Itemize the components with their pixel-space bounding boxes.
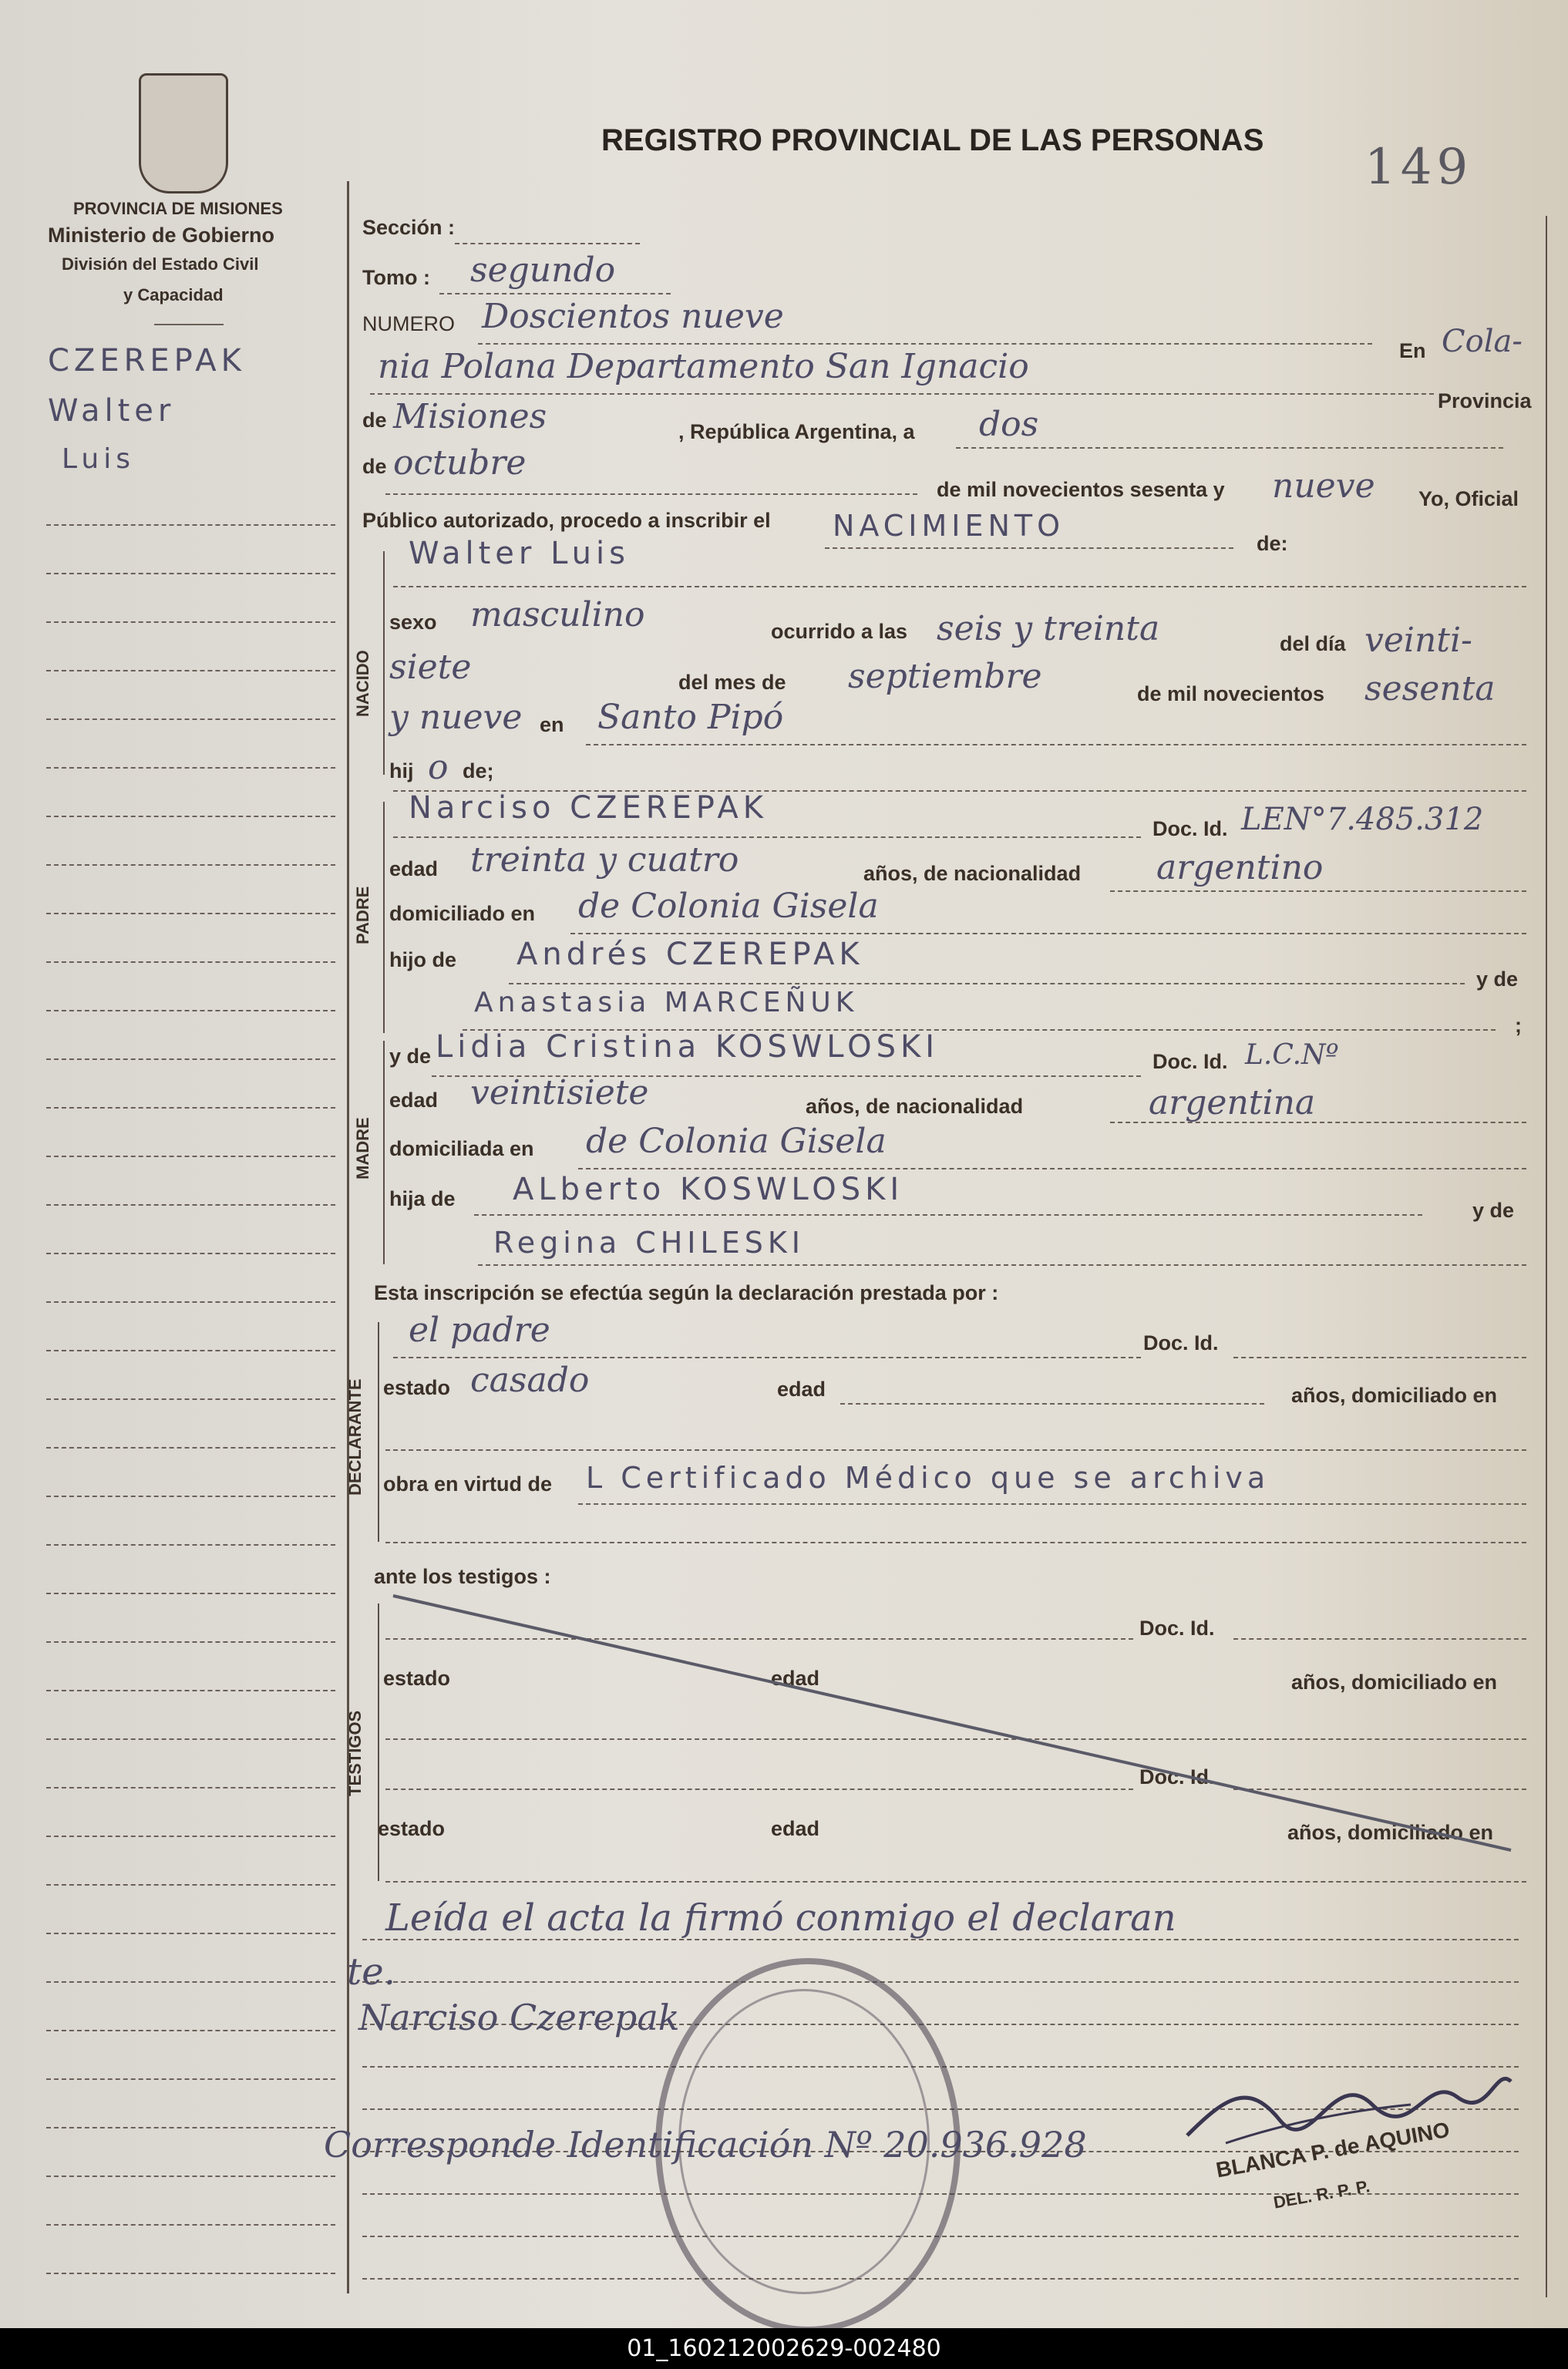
testigo2-anos-label: años, domiciliado en: [1287, 1821, 1494, 1844]
padre-doc-label: Doc. Id.: [1152, 817, 1228, 840]
madre-edad-value: veintisiete: [470, 1073, 649, 1112]
margin-rule: [46, 1544, 335, 1546]
decl-estado-value: casado: [470, 1361, 590, 1400]
margin-rule: [46, 1398, 335, 1400]
oficial-stamp-name: BLANCA P. de AQUINO: [1214, 2117, 1452, 2182]
ministry-name: Ministerio de Gobierno: [48, 224, 275, 247]
declarante-bracket: [378, 1322, 379, 1542]
lugar-value: Santo Pipó: [597, 698, 784, 737]
lugar-line: [586, 744, 1526, 745]
header-divider: [154, 324, 224, 325]
padre-edad-label: edad: [389, 857, 439, 880]
padre-hijo-line: [509, 983, 1465, 984]
margin-rule: [46, 1447, 335, 1449]
margin-rule: [46, 524, 335, 526]
obra-value: L Certificado Médico que se archiva: [586, 1461, 1270, 1495]
tomo-label: Tomo :: [362, 266, 430, 289]
anio-nac-value-2: y nueve: [389, 698, 523, 737]
mes-nac-value: septiembre: [848, 657, 1042, 696]
margin-rule: [46, 1884, 335, 1886]
numero-label: NUMERO: [362, 312, 455, 335]
right-border: [1546, 216, 1547, 2297]
sexo-label: sexo: [389, 611, 437, 634]
seccion-line: [455, 243, 640, 244]
testigo1-anos-label: años, domiciliado en: [1291, 1671, 1498, 1694]
nota-line-1: Leída el acta la firmó conmigo el declaran: [385, 1896, 1176, 1940]
margin-rule: [46, 1738, 335, 1740]
nacido-section-label: NACIDO: [353, 650, 372, 717]
location-line: [370, 393, 1434, 395]
margin-rule: [46, 1641, 335, 1643]
margin-rule: [46, 1301, 335, 1303]
image-footer-id: 01_160212002629-002480: [0, 2328, 1568, 2369]
dia-nac-value-1: veinti-: [1364, 621, 1472, 660]
madre-dom-line: [578, 1168, 1526, 1169]
division-name: División del Estado Civil: [62, 254, 259, 274]
republica-label: , República Argentina, a: [678, 420, 915, 443]
madre-nac-value: argentina: [1149, 1083, 1316, 1122]
mes-line: [385, 493, 917, 495]
margin-rule: [46, 1496, 335, 1497]
numero-value: Doscientos nueve: [482, 297, 784, 336]
declarante-section-label: DECLARANTE: [345, 1378, 365, 1496]
margin-rule: [46, 1690, 335, 1691]
madre-edad-label: edad: [389, 1089, 439, 1112]
nota-line-2: te.: [347, 1950, 395, 1994]
declarante-doc-line: [1233, 1357, 1526, 1358]
madre-nac-line: [1110, 1122, 1526, 1123]
margin-rule: [46, 864, 335, 866]
madre-y-de-value: Regina CHILESKI: [493, 1226, 805, 1260]
testigo2-dom-line: [385, 1881, 1526, 1883]
dia-nac-value-2: siete: [389, 648, 472, 687]
madre-doc-value: L.C.Nº: [1245, 1039, 1339, 1071]
margin-rule: [46, 1156, 335, 1157]
margin-rule: [46, 1836, 335, 1837]
division-subname: y Capacidad: [123, 285, 224, 305]
padre-dom-label: domiciliado en: [389, 902, 536, 925]
margin-rule: [46, 573, 335, 574]
padre-semicolon: ;: [1515, 1014, 1522, 1037]
margin-rule: [46, 1058, 335, 1060]
declarante-signature: Narciso Czerepak: [358, 1997, 680, 2038]
margin-rule: [46, 718, 335, 720]
en-value-2: nia Polana Departamento San Ignacio: [378, 347, 1029, 386]
madre-hija-value: ALberto KOSWLOSKI: [513, 1172, 904, 1207]
margin-rule: [46, 1253, 335, 1254]
bottom-rule: [362, 2278, 1519, 2280]
margin-rule: [46, 2078, 335, 2080]
nombre-line: [393, 586, 1526, 587]
provincial-crest-icon: [139, 73, 228, 193]
mil-nov-2-label: de mil novecientos: [1137, 682, 1325, 705]
hij-de-label: de;: [463, 759, 494, 782]
corresponde-text: Corresponde Identificación Nº 20.936.928: [324, 2124, 1087, 2165]
madre-doc-label: Doc. Id.: [1152, 1050, 1228, 1073]
madre-dom-value: de Colonia Gisela: [586, 1122, 887, 1161]
hora-value: seis y treinta: [937, 609, 1160, 648]
margin-middle-name: Luis: [62, 443, 135, 475]
dia-line: [956, 447, 1503, 449]
testigos-label: ante los testigos :: [374, 1565, 551, 1588]
en-label: En: [1399, 339, 1426, 362]
inscribir-value: NACIMIENTO: [833, 509, 1065, 543]
declaracion-label: Esta inscripción se efectúa según la declaración prestada por :: [374, 1281, 999, 1304]
obra-line: [578, 1503, 1526, 1505]
nacido-bracket: [383, 551, 385, 775]
margin-rule: [46, 1204, 335, 1206]
margin-rule: [46, 961, 335, 963]
dia-value: dos: [979, 405, 1039, 444]
madre-bracket: [383, 1041, 385, 1264]
madre-dom-label: domiciliada en: [389, 1137, 534, 1160]
margin-rule: [46, 1933, 335, 1934]
declarante-line: [393, 1357, 1141, 1358]
obra-label: obra en virtud de: [383, 1472, 553, 1496]
declarante-doc-label: Doc. Id.: [1143, 1331, 1219, 1354]
en-value-1: Cola-: [1442, 324, 1523, 359]
anio-nac-value-1: sesenta: [1364, 669, 1496, 708]
margin-rule: [46, 2030, 335, 2031]
decl-dom-line: [385, 1449, 1526, 1451]
inscribir-line: [825, 547, 1233, 549]
bottom-rule: [362, 1981, 1519, 1983]
seccion-label: Sección :: [362, 216, 456, 239]
margin-rule: [46, 1010, 335, 1011]
numero-line: [478, 343, 1372, 345]
padre-nombre-value: Narciso CZEREPAK: [409, 790, 768, 826]
margin-rule: [46, 816, 335, 817]
margin-rule: [46, 2176, 335, 2177]
testigo2-estado-label: estado: [378, 1817, 446, 1840]
de-colon-label: de:: [1257, 532, 1288, 555]
provincia-value: Misiones: [393, 397, 547, 436]
padre-anos-label: años, de nacionalidad: [863, 862, 1082, 885]
margin-surname: CZEREPAK: [48, 343, 246, 379]
del-dia-label: del día: [1280, 632, 1346, 655]
padre-doc-value: LEN°7.485.312: [1241, 802, 1484, 837]
padre-hijo-label: hijo de: [389, 948, 456, 971]
padre-nombre-line: [393, 836, 1141, 838]
mil-novecientos-label: de mil novecientos sesenta y: [937, 478, 1225, 501]
padre-dom-line: [570, 933, 1526, 934]
testigo2-edad-label: edad: [771, 1817, 820, 1840]
madre-hija-line: [474, 1214, 1422, 1216]
padre-nac-value: argentino: [1156, 848, 1324, 887]
testigos-section-label: TESTIGOS: [345, 1710, 365, 1796]
margin-rule: [46, 2127, 335, 2128]
padre-y-de-label: y de: [1476, 967, 1519, 991]
madre-nombre-value: Lidia Cristina KOSWLOSKI: [436, 1029, 940, 1065]
margin-rule: [46, 621, 335, 623]
tomo-line: [439, 293, 671, 294]
testigo1-estado-label: estado: [383, 1667, 451, 1690]
madre-hija-label: hija de: [389, 1187, 456, 1210]
margin-rule: [46, 1787, 335, 1789]
padre-dom-value: de Colonia Gisela: [578, 887, 879, 926]
margin-rule: [46, 2224, 335, 2226]
decl-anos-label: años, domiciliado en: [1291, 1384, 1498, 1407]
padre-nac-line: [1110, 890, 1526, 892]
margin-rule: [46, 670, 335, 671]
obra-line-2: [385, 1542, 1526, 1543]
page-title: REGISTRO PROVINCIAL DE LAS PERSONAS: [601, 123, 1264, 157]
margin-rule: [46, 1350, 335, 1351]
testigo2-doc-label: Doc. Id.: [1139, 1765, 1215, 1789]
declarante-value: el padre: [409, 1311, 550, 1350]
tomo-value: segundo: [470, 251, 616, 290]
padre-edad-value: treinta y cuatro: [470, 840, 739, 880]
madre-y-de-label: y de: [389, 1045, 432, 1068]
yo-oficial-label: Yo, Oficial: [1418, 487, 1519, 510]
del-mes-label: del mes de: [678, 671, 786, 694]
oficial-stamp-title: DEL. R. P. P.: [1272, 2176, 1371, 2213]
padre-y-de-value: Anastasia MARCEÑUK: [474, 987, 859, 1018]
sexo-value: masculino: [470, 595, 645, 634]
madre-section-label: MADRE: [353, 1117, 372, 1179]
decl-estado-label: estado: [383, 1376, 451, 1399]
margin-rule: [46, 767, 335, 769]
testigo1-edad-label: edad: [771, 1667, 820, 1690]
margin-rule: [46, 2273, 335, 2274]
decl-edad-line: [840, 1403, 1264, 1405]
en-lugar-label: en: [540, 713, 564, 736]
hij-suffix: o: [428, 748, 449, 787]
anio-value: nueve: [1272, 466, 1375, 506]
hij-label: hij: [389, 759, 414, 782]
de-label-2: de: [362, 455, 387, 478]
nombre-value: Walter Luis: [409, 536, 630, 571]
page-number: 149: [1364, 139, 1473, 196]
decl-edad-label: edad: [777, 1378, 826, 1401]
testigos-strike-line: [385, 1588, 1542, 1866]
padre-bracket: [383, 802, 385, 1033]
margin-first-name: Walter: [48, 393, 176, 429]
margin-rule: [46, 1981, 335, 1983]
publico-label: Público autorizado, procedo a inscribir el: [362, 509, 771, 532]
padre-hijo-value: Andrés CZEREPAK: [516, 937, 864, 972]
mes-value: octubre: [393, 443, 527, 483]
madre-anos-label: años, de nacionalidad: [806, 1095, 1024, 1118]
margin-rule: [46, 1593, 335, 1594]
padre-section-label: PADRE: [353, 886, 372, 944]
de-label-1: de: [362, 409, 387, 432]
madre-y-de-2-label: y de: [1472, 1199, 1515, 1222]
madre-y-de-line: [478, 1264, 1526, 1266]
margin-rule: [46, 1107, 335, 1109]
province-name: PROVINCIA DE MISIONES: [73, 199, 283, 218]
provincia-label: Provincia: [1438, 389, 1532, 412]
ocurrido-label: ocurrido a las: [771, 620, 908, 643]
testigo1-doc-label: Doc. Id.: [1139, 1617, 1215, 1640]
margin-rule: [46, 913, 335, 914]
